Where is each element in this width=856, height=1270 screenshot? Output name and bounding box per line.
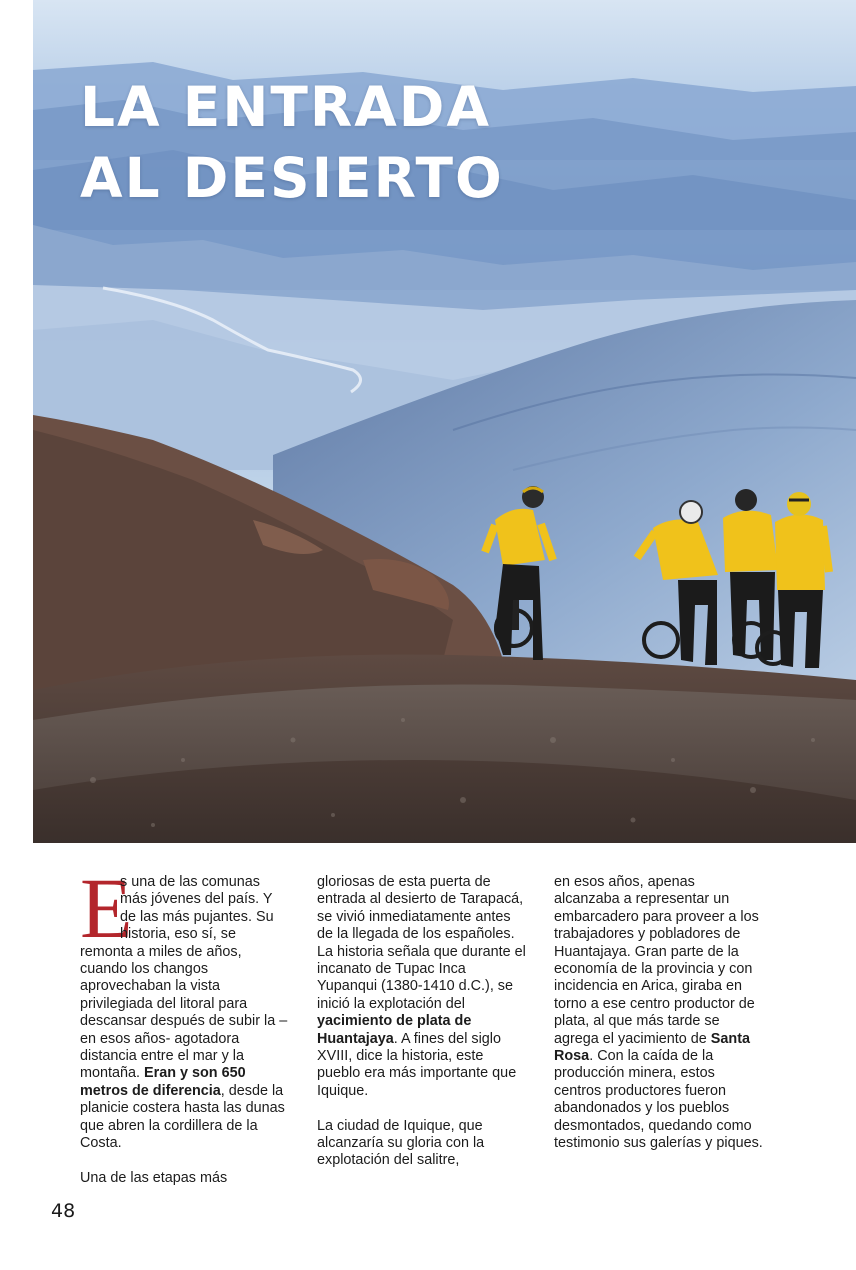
col2-p1-start: gloriosas de esta puerta de entrada al desierto de Tarapacá, se vivió inmediatamente antes de la llegada de los españoles. La historia señala que durante el incanato de Tupac Inca Yupanqui (1380-1410 d.C.), se inició la explotación del (317, 874, 526, 1012)
article-title-line-2: AL DESIERTO (80, 146, 504, 210)
col3-paragraph-1 (554, 874, 764, 1153)
col2-p1-bold: yacimiento de plata de Huantajaya (317, 1013, 472, 1047)
text-column-1 (80, 860, 290, 1187)
col2-p1-end: . A fines del siglo XVIII, dice la historia, este pueblo era más importante que Iquique. (317, 1030, 517, 1099)
text-column-2 (317, 874, 529, 1170)
col1-paragraph-2: Una de las etapas más (80, 1169, 228, 1186)
hero-photo (33, 0, 856, 843)
page-number: 48 (51, 1200, 76, 1222)
col1-p1-end: , desde la planicie costera hasta las dunas que abren la cordillera de la Costa. (80, 1082, 285, 1152)
col3-p1-start: en esos años, apenas alcanzaba a representar un embarcadero para proveer a los trabajadores y pobladores de Huantajaya. Gran parte de la economía de la provincia y con incidencia en Arica, giraba en torno a ese centro productor de plata, al que más tarde se agrega el yacimiento de (554, 874, 759, 1047)
col2-paragraph-1 (317, 874, 529, 1100)
col1-p1-start: s una de las comunas más jóvenes del país. Y de las más pujantes. Su historia, eso sí, se remonta a miles de años, cuando los changos aprovechaban la vista privilegiada del litoral para descansar después de subir la –en esos años- agotadora distancia entre el mar y la montaña. (80, 874, 288, 1082)
dropcap-e (80, 860, 133, 956)
col3-p1-end: . Con la caída de la producción minera, estos centros productores fueron abandonados y los pueblos desmontados, quedando como testimonio sus galerías y piques. (554, 1048, 763, 1152)
article-title (80, 72, 504, 214)
col1-p1-bold: Eran y son 650 metros de diferencia (80, 1065, 246, 1099)
col1-paragraph-1 (80, 860, 290, 1153)
text-column-3 (554, 874, 764, 1153)
article-title-line-1: LA ENTRADA (80, 75, 492, 139)
dropcap-letter: E (80, 860, 133, 956)
col3-p1-bold: Santa Rosa (554, 1030, 750, 1065)
col2-paragraph-2: La ciudad de Iquique, que alcanzaría su gloria con la explotación del salitre, (317, 1117, 485, 1169)
